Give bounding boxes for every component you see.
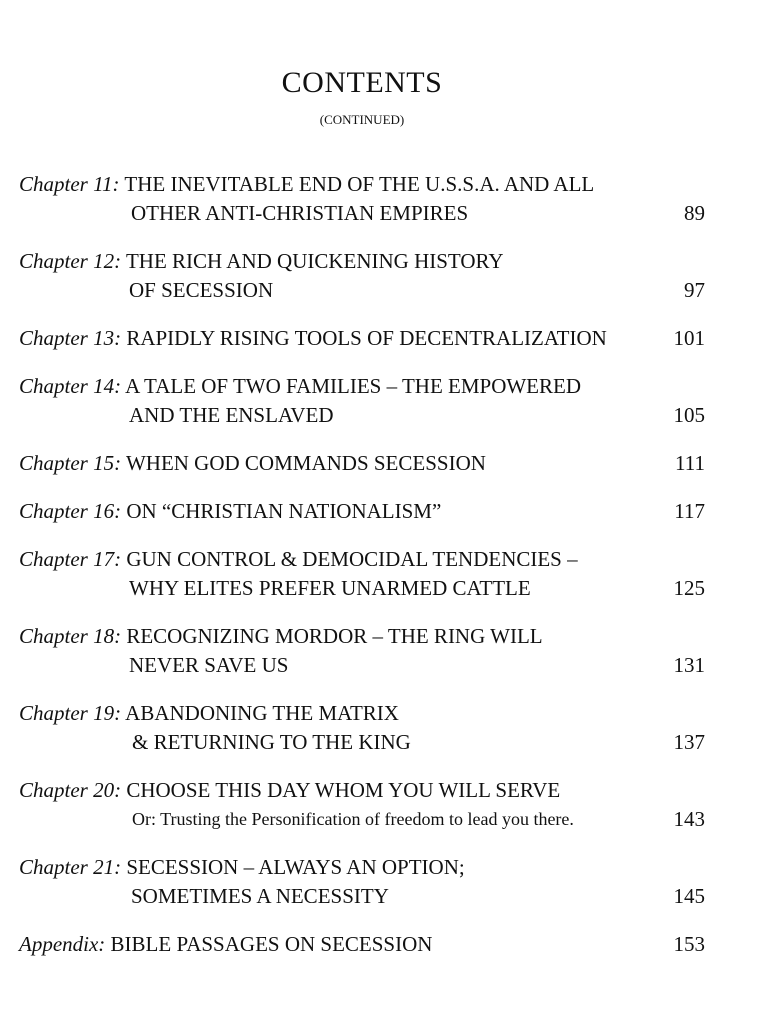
appendix-label: Appendix: <box>19 932 106 956</box>
chapter-title: THE INEVITABLE END OF THE U.S.S.A. AND ALL <box>124 172 595 196</box>
chapter-label: Chapter 14: <box>19 374 122 398</box>
chapter-title-continued: OTHER ANTI-CHRISTIAN EMPIRES <box>131 201 469 225</box>
page-number: 131 <box>673 653 705 677</box>
toc-entry-chapter-15[interactable] <box>19 449 705 478</box>
chapter-title: RAPIDLY RISING TOOLS OF DECENTRALIZATION <box>126 326 607 350</box>
chapter-title: ABANDONING THE MATRIX <box>125 701 399 725</box>
page-number: 143 <box>673 807 705 831</box>
chapter-label: Chapter 21: <box>19 855 122 879</box>
chapter-title: WHEN GOD COMMANDS SECESSION <box>125 451 486 475</box>
chapter-label: Chapter 16: <box>19 499 122 523</box>
chapter-title-continued: SOMETIMES A NECESSITY <box>131 884 389 908</box>
chapter-title-continued: WHY ELITES PREFER UNARMED CATTLE <box>129 576 531 600</box>
chapter-title: SECESSION – ALWAYS AN OPTION; <box>126 855 465 879</box>
chapter-title: A TALE OF TWO FAMILIES – THE EMPOWERED <box>125 374 582 398</box>
page-number: 111 <box>675 451 705 475</box>
page-number: 105 <box>673 403 705 427</box>
toc-entry-chapter-14[interactable] <box>19 372 705 430</box>
toc-entry-chapter-12[interactable] <box>19 247 705 305</box>
page-number: 117 <box>674 499 705 523</box>
chapter-label: Chapter 18: <box>19 624 122 648</box>
chapter-label: Chapter 20: <box>19 778 122 802</box>
toc-entry-chapter-19[interactable] <box>19 699 705 757</box>
chapter-label: Chapter 15: <box>19 451 122 475</box>
toc-entry-chapter-20[interactable] <box>19 776 705 834</box>
page-number: 145 <box>673 884 705 908</box>
toc-entry-chapter-17[interactable] <box>19 545 705 603</box>
chapter-title: THE RICH AND QUICKENING HISTORY <box>125 249 504 273</box>
page-number: 125 <box>673 576 705 600</box>
chapter-label: Chapter 19: <box>19 701 122 725</box>
chapter-label: Chapter 12: <box>19 249 122 273</box>
toc-entry-chapter-16[interactable] <box>19 497 705 526</box>
chapter-title: RECOGNIZING MORDOR – THE RING WILL <box>126 624 543 648</box>
page-number: 153 <box>673 932 705 956</box>
toc-entry-chapter-18[interactable] <box>19 622 705 680</box>
chapter-title-continued: & RETURNING TO THE KING <box>132 730 411 754</box>
chapter-title: GUN CONTROL & DEMOCIDAL TENDENCIES – <box>126 547 578 571</box>
page-number: 101 <box>673 326 705 350</box>
toc-entry-chapter-13[interactable] <box>19 324 705 353</box>
chapter-label: Chapter 17: <box>19 547 122 571</box>
toc-entry-chapter-11[interactable] <box>19 170 705 228</box>
chapter-label: Chapter 11: <box>19 172 120 196</box>
page-number: 89 <box>684 201 705 225</box>
chapter-title: ON “CHRISTIAN NATIONALISM” <box>126 499 442 523</box>
page-title: CONTENTS <box>281 66 443 99</box>
toc-entry-appendix[interactable] <box>19 930 705 959</box>
chapter-title-continued: AND THE ENSLAVED <box>129 403 334 427</box>
chapter-label: Chapter 13: <box>19 326 122 350</box>
page-subtitle: (CONTINUED) <box>319 112 405 127</box>
page-number: 137 <box>673 730 705 754</box>
chapter-subtitle: Or: Trusting the Personification of freedom to lead you there. <box>132 809 574 829</box>
chapter-title-continued: NEVER SAVE US <box>129 653 289 677</box>
appendix-title: BIBLE PASSAGES ON SECESSION <box>110 932 433 956</box>
toc-entry-chapter-21[interactable] <box>19 853 705 911</box>
chapter-title: CHOOSE THIS DAY WHOM YOU WILL SERVE <box>126 778 561 802</box>
chapter-title-continued: OF SECESSION <box>129 278 274 302</box>
page-number: 97 <box>684 278 705 302</box>
